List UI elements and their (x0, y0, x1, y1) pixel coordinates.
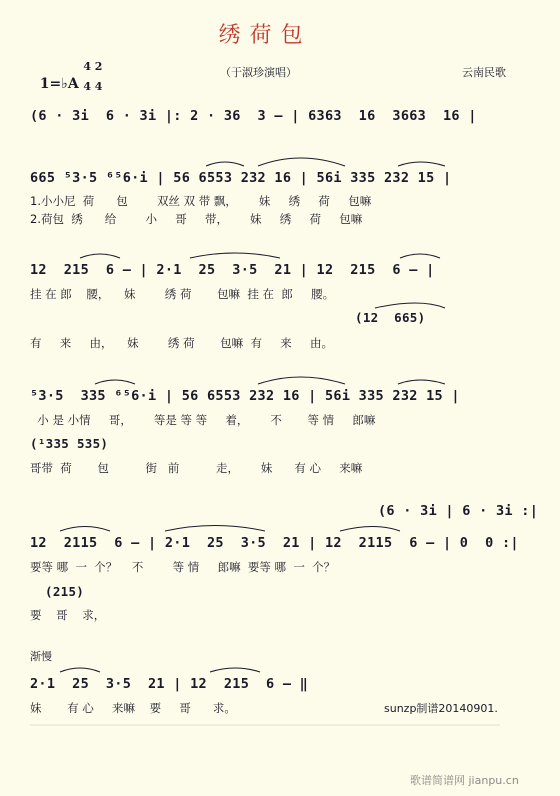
arranger-credit: sunzp制谱20140901. (384, 702, 498, 715)
notation-line-1: (6 · 3i 6 · 3i |: 2 · 36 3 – | 6363 16 3663 16 | (30, 108, 477, 124)
slur-mark (95, 380, 135, 384)
tempo-mark-slowing: 渐慢 (30, 650, 52, 663)
notation-line-6: 2·1 25 3·5 21 | 12 215 6 – ‖ (30, 676, 309, 692)
notation-line-3: 12 215 6 – | 2·1 25 3·5 21 | 12 215 6 – | (30, 262, 435, 278)
alt-notation-line-4: (¹335 535) (30, 436, 109, 451)
lyrics-line-5-verse-1: 要等 哪 一 个？ 不 等 情 郎嘛 要等 哪 一 个？ (30, 560, 336, 574)
alt-notation-line-5: (215) (45, 584, 85, 599)
slur-mark (80, 254, 120, 258)
lyrics-line-4-verse-2: 哥带 荷 包 街 前 走， 妹 有 心 来嘛 (30, 461, 363, 475)
notation-line-4: ⁵3·5 335 ⁶⁵6·i | 56 6553 232 16 | 56i 335 232 15 | (30, 388, 460, 404)
slur-mark (210, 668, 260, 672)
notation-line-2: 665 ⁵3·5 ⁶⁵6·i | 56 6553 232 16 | 56i 335 232 15 | (30, 170, 452, 186)
slur-mark (206, 162, 244, 166)
lyrics-line-2-verse-1: 1.小小尼 荷 包 双丝 双 带 飘， 妹 绣 荷 包嘛 (30, 194, 372, 208)
lyrics-line-3-verse-2: 有 来 由， 妹 绣 荷 包嘛 有 来 由。 (30, 336, 334, 350)
meter-bottom: 4 4 (83, 80, 103, 93)
slur-mark (60, 527, 110, 532)
slur-mark (60, 668, 100, 672)
lyrics-line-3-verse-1: 挂 在 郎 腰， 妹 绣 荷 包嘛 挂 在 郎 腰。 (30, 287, 335, 301)
notation-line-5: 12 2115 6 – | 2·1 25 3·5 21 | 12 2115 6 – | 0 0 :| (30, 535, 519, 551)
slur-mark (400, 254, 440, 258)
song-title: 绣荷包 (218, 23, 312, 48)
site-watermark: 歌谱简谱网 jianpu.cn (410, 774, 519, 787)
song-origin: 云南民歌 (462, 66, 506, 79)
lyrics-line-6: 妹 有 心 来嘛 要 哥 求。 (30, 701, 236, 715)
slur-mark (375, 303, 445, 308)
slur-mark (398, 162, 445, 166)
slur-mark (190, 253, 280, 258)
repeat-intro-notation: (6 · 3i | 6 · 3i :| (378, 503, 539, 519)
meter-top: 4 2 (83, 60, 103, 73)
singer-credit: （于淑珍演唱） (220, 66, 297, 79)
lyrics-line-4-verse-1: 小 是 小情 哥， 等是 等 等 着， 不 等 情 郎嘛 (30, 413, 376, 427)
slur-mark (165, 526, 265, 532)
slur-mark (258, 377, 345, 384)
lyrics-line-2-verse-2: 2.荷包 绣 给 小 哥 带， 妹 绣 荷 包嘛 (30, 212, 363, 226)
slur-mark (258, 158, 345, 166)
key-label: 1=♭A (39, 76, 79, 92)
slur-mark (398, 380, 445, 384)
interlude-notation-line-3: (12 665) (355, 310, 426, 325)
slur-mark (340, 527, 400, 532)
lyrics-line-5-verse-2: 要 哥 求， (30, 608, 106, 622)
